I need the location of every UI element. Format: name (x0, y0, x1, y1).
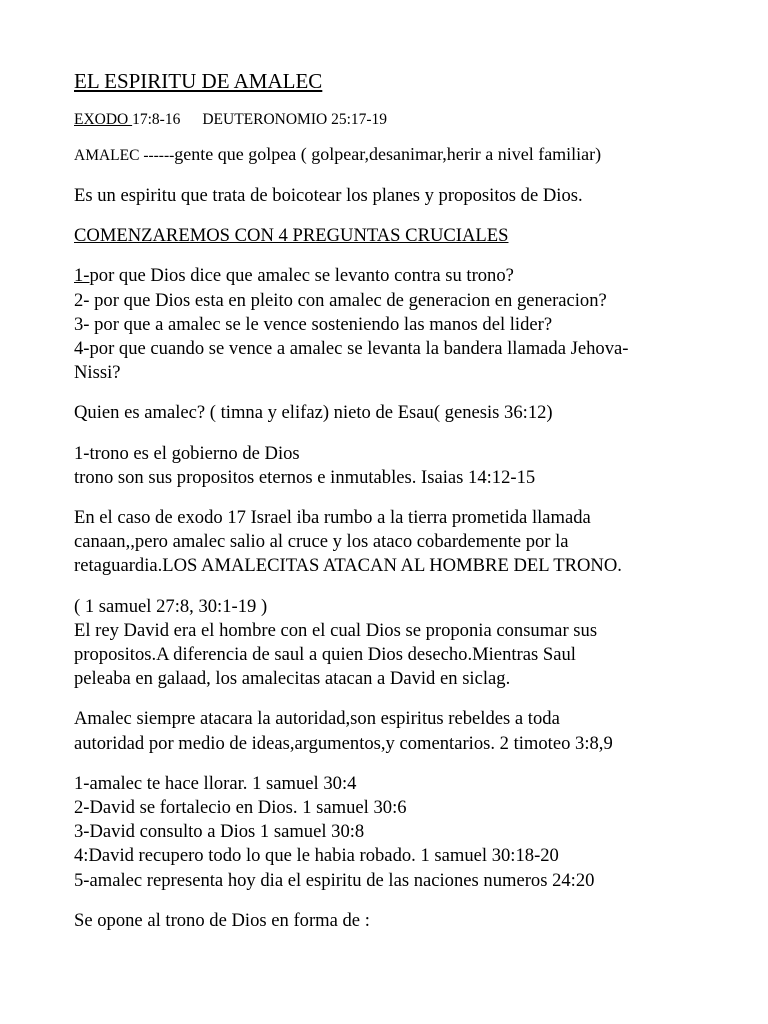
preguntas-list (74, 264, 714, 385)
david-paragraph (74, 595, 714, 692)
boicot-paragraph (74, 184, 714, 208)
document-title: EL ESPIRITU DE AMALEC (74, 69, 323, 93)
list-item-2: 2-David se fortalecio en Dios. 1 samuel 30:6 (74, 797, 407, 819)
trono-paragraph (74, 442, 714, 490)
quien-paragraph (74, 401, 714, 425)
scripture-references (74, 108, 714, 132)
autoridad-paragraph (74, 707, 714, 755)
exodo17-paragraph (74, 506, 714, 579)
boicot-text: Es un espiritu que trata de boicotear los planes y propositos de Dios. (74, 185, 583, 206)
exodo17-line-1: En el caso de exodo 17 Israel iba rumbo a la tierra prometida llamada (74, 507, 591, 529)
exodo-word: EXODO (74, 111, 133, 128)
preguntas-heading: COMENZAREMOS CON 4 PREGUNTAS CRUCIALES (74, 225, 509, 247)
pregunta-4-line-2: Nissi? (74, 362, 121, 384)
numbered-list (74, 772, 714, 893)
pregunta-3: 3- por que a amalec se le vence sosteniendo las manos del lider? (74, 313, 553, 335)
david-line-3: propositos.A diferencia de saul a quien Dios desecho.Mientras Saul (74, 644, 576, 666)
pregunta-1-text: por que Dios dice que amalec se levanto contra su trono? (89, 265, 514, 287)
david-line-1: ( 1 samuel 27:8, 30:1-19 ) (74, 595, 268, 617)
document-page (74, 66, 714, 949)
pregunta-2: 2- por que Dios esta en pleito con amalec de generacion en generacion? (74, 289, 607, 311)
autoridad-line-1: Amalec siempre atacara la autoridad,son espiritus rebeldes a toda (74, 708, 560, 730)
amalec-definition-lead: AMALEC ------ (74, 147, 175, 164)
list-item-5: 5-amalec representa hoy dia el espiritu de las naciones numeros 24:20 (74, 869, 595, 891)
pregunta-1 (74, 264, 714, 288)
deuteronomio-reference: DEUTERONOMIO 25:17-19 (202, 111, 388, 128)
trono-line-1: 1-trono es el gobierno de Dios (74, 442, 300, 464)
pregunta-4-line-1: 4-por que cuando se vence a amalec se levanta la bandera llamada Jehova- (74, 338, 629, 360)
david-line-2: El rey David era el hombre con el cual Dios se proponia consumar sus (74, 619, 598, 641)
david-line-4: peleaba en galaad, los amalecitas atacan a David en siclag. (74, 668, 511, 690)
exodo17-line-2: canaan,,pero amalec salio al cruce y los ataco cobardemente por la (74, 531, 569, 553)
exodo-reference: 17:8-16 (132, 111, 181, 128)
amalec-definition (74, 142, 714, 168)
list-item-4: 4:David recupero todo lo que le habia robado. 1 samuel 30:18-20 (74, 845, 559, 867)
opone-text: Se opone al trono de Dios en forma de : (74, 909, 370, 931)
pregunta-1-number: 1- (74, 265, 90, 287)
preguntas-heading-block (74, 224, 714, 248)
quien-text: Quien es amalec? ( timna y elifaz) nieto de Esau( genesis 36:12) (74, 402, 553, 424)
list-item-3: 3-David consulto a Dios 1 samuel 30:8 (74, 821, 365, 843)
trono-line-2: trono son sus propositos eternos e inmutables. Isaias 14:12-15 (74, 466, 536, 488)
opone-paragraph (74, 909, 714, 933)
amalec-definition-text: gente que golpea ( golpear,desanimar,herir a nivel familiar) (174, 144, 602, 164)
autoridad-line-2: autoridad por medio de ideas,argumentos,y comentarios. 2 timoteo 3:8,9 (74, 732, 613, 754)
exodo17-line-3: retaguardia.LOS AMALECITAS ATACAN AL HOMBRE DEL TRONO. (74, 555, 622, 577)
list-item-1: 1-amalec te hace llorar. 1 samuel 30:4 (74, 772, 357, 794)
